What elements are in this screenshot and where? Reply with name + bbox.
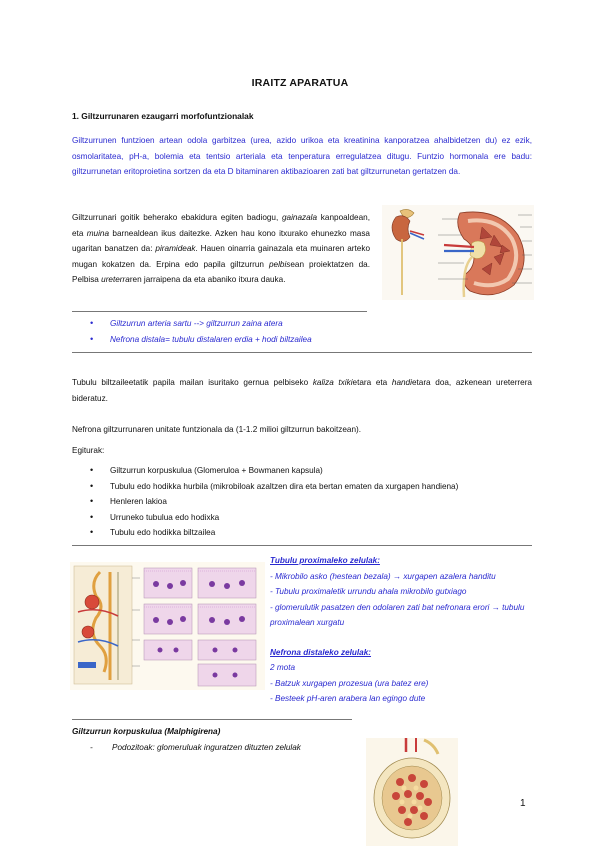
subheading-proximal: Tubulu proximaleko zelulak: [270, 556, 380, 565]
list-item: • Giltzurrun korpuskulua (Glomeruloa + Bowmanen kapsula) [90, 463, 458, 479]
list-item: • Giltzurrun arteria sartu --> giltzurrun zaina atera [90, 316, 312, 332]
section-heading: 1. Giltzurrunaren ezaugarri morfofuntzionalak [72, 111, 254, 121]
text-run: barnealdean ikus daitezke. Azken hau kono itxurako ehunezko masa ugaritan banatzen da: [72, 228, 370, 253]
structures-list [90, 463, 458, 541]
term-gainazala: gainazala [282, 213, 318, 222]
list-item: • Nefrona distala= tubulu distalaren erdia + hodi biltzailea [90, 332, 312, 348]
kidney-illustration [382, 205, 534, 300]
spacer [270, 631, 532, 645]
list-item: • Urruneko tubulua edo hodixka [90, 510, 458, 526]
note-line: - Tubulu proximaletik urrundu ahala mikrobilo gutxiago [270, 587, 467, 596]
nephron-cells-illustration [70, 562, 265, 690]
term-piramideak: piramideak [155, 244, 196, 253]
term-ureterra: ureterra [101, 275, 130, 284]
note-line: - Batzuk xurgapen prozesua (ura batez ere) [270, 678, 429, 688]
text-run: . Hauen oinarria gainazala eta muinaren arteko mugan kokatzen da. Erpina edo papila giltzurrun [72, 244, 371, 269]
list-item: • Henleren lakioa [90, 494, 458, 510]
podocyte-line [90, 743, 301, 752]
divider [72, 719, 352, 720]
collecting-tubule-paragraph [72, 375, 532, 406]
divider [72, 352, 532, 353]
text-run: Giltzurrunari goitik beherako ebakidura egiten badiogu, [72, 213, 282, 222]
note-line: - Besteek pH-aren arabera lan egingo dute [270, 694, 426, 703]
text-run: etara doa, azkenean ureterrera bideratuz. [72, 378, 532, 403]
list-item: • Tubulu edo hodikka hurbila (mikrobiloak azaltzen dira eta bertan ematen da xurgapen handiena) [90, 479, 458, 495]
note-line: 2 mota [270, 663, 296, 672]
structures-label: Egiturak: [72, 446, 105, 455]
malpighi-heading: Giltzurrun korpuskulua (Malphigirena) [72, 727, 221, 736]
kidney-section-paragraph [72, 210, 370, 288]
term-pelbis: pelbis [268, 259, 291, 269]
podocyte-text: Podozitoak: glomeruluak inguratzen dituzten zelulak [112, 743, 301, 752]
nephron-paragraph: Nefrona giltzurrunaren unitate funtzionala da (1-1.2 milioi giltzurrun bakoitzean). [72, 425, 361, 434]
cell-notes [270, 553, 532, 707]
blue-bullet-list [90, 316, 312, 347]
divider [72, 545, 532, 546]
text-run: Tubulu biltzaileetatik papila mailan isuritako gernua pelbiseko [72, 378, 313, 387]
text-run: kanpoaldean, eta [72, 213, 370, 238]
term-handi: handi [391, 378, 412, 387]
text-run: etara eta [352, 378, 392, 387]
term-kaliza-txiki: kaliza txiki [312, 378, 353, 387]
list-item: • Tubulu edo hodikka biltzailea [90, 525, 458, 541]
subheading-distal: Nefrona distaleko zelulak: [270, 647, 372, 657]
page-number: 1 [520, 798, 526, 809]
text-run: ren jarraipena da eta abaniko itxura dauka. [129, 275, 286, 284]
dash-marker: - [90, 743, 93, 752]
note-line: - glomerulutik pasatzen den odolaren zati bat nefronara erori → tubulu proximalean xurgatu [270, 602, 525, 627]
glomerulus-illustration [366, 738, 458, 846]
divider [72, 311, 367, 312]
page-title: IRAITZ APARATUA [251, 77, 349, 89]
intro-paragraph: Giltzurrunen funtzioen artean odola garbitzea (urea, azido urikoa eta kreatinina kanporatzea ahalbidetzen du) ez ezik, osmolaritatea, pH-a, bolemia eta tentsio arteriala eta tenperatura erregulatzea ditugu. Funtzio hormonala ere badu: giltzurrunetan eritoproietina sortzen da eta D bitaminaren aktibazioaren zati bat giltzurrunetan gertatzen da. [72, 136, 532, 176]
text-run: ean proiektatzen da. Pelbisa [72, 259, 370, 284]
term-muina: muina [86, 228, 110, 238]
note-line: - Mikrobilo asko (hestean bezala) → xurgapen azalera handitu [270, 571, 496, 581]
